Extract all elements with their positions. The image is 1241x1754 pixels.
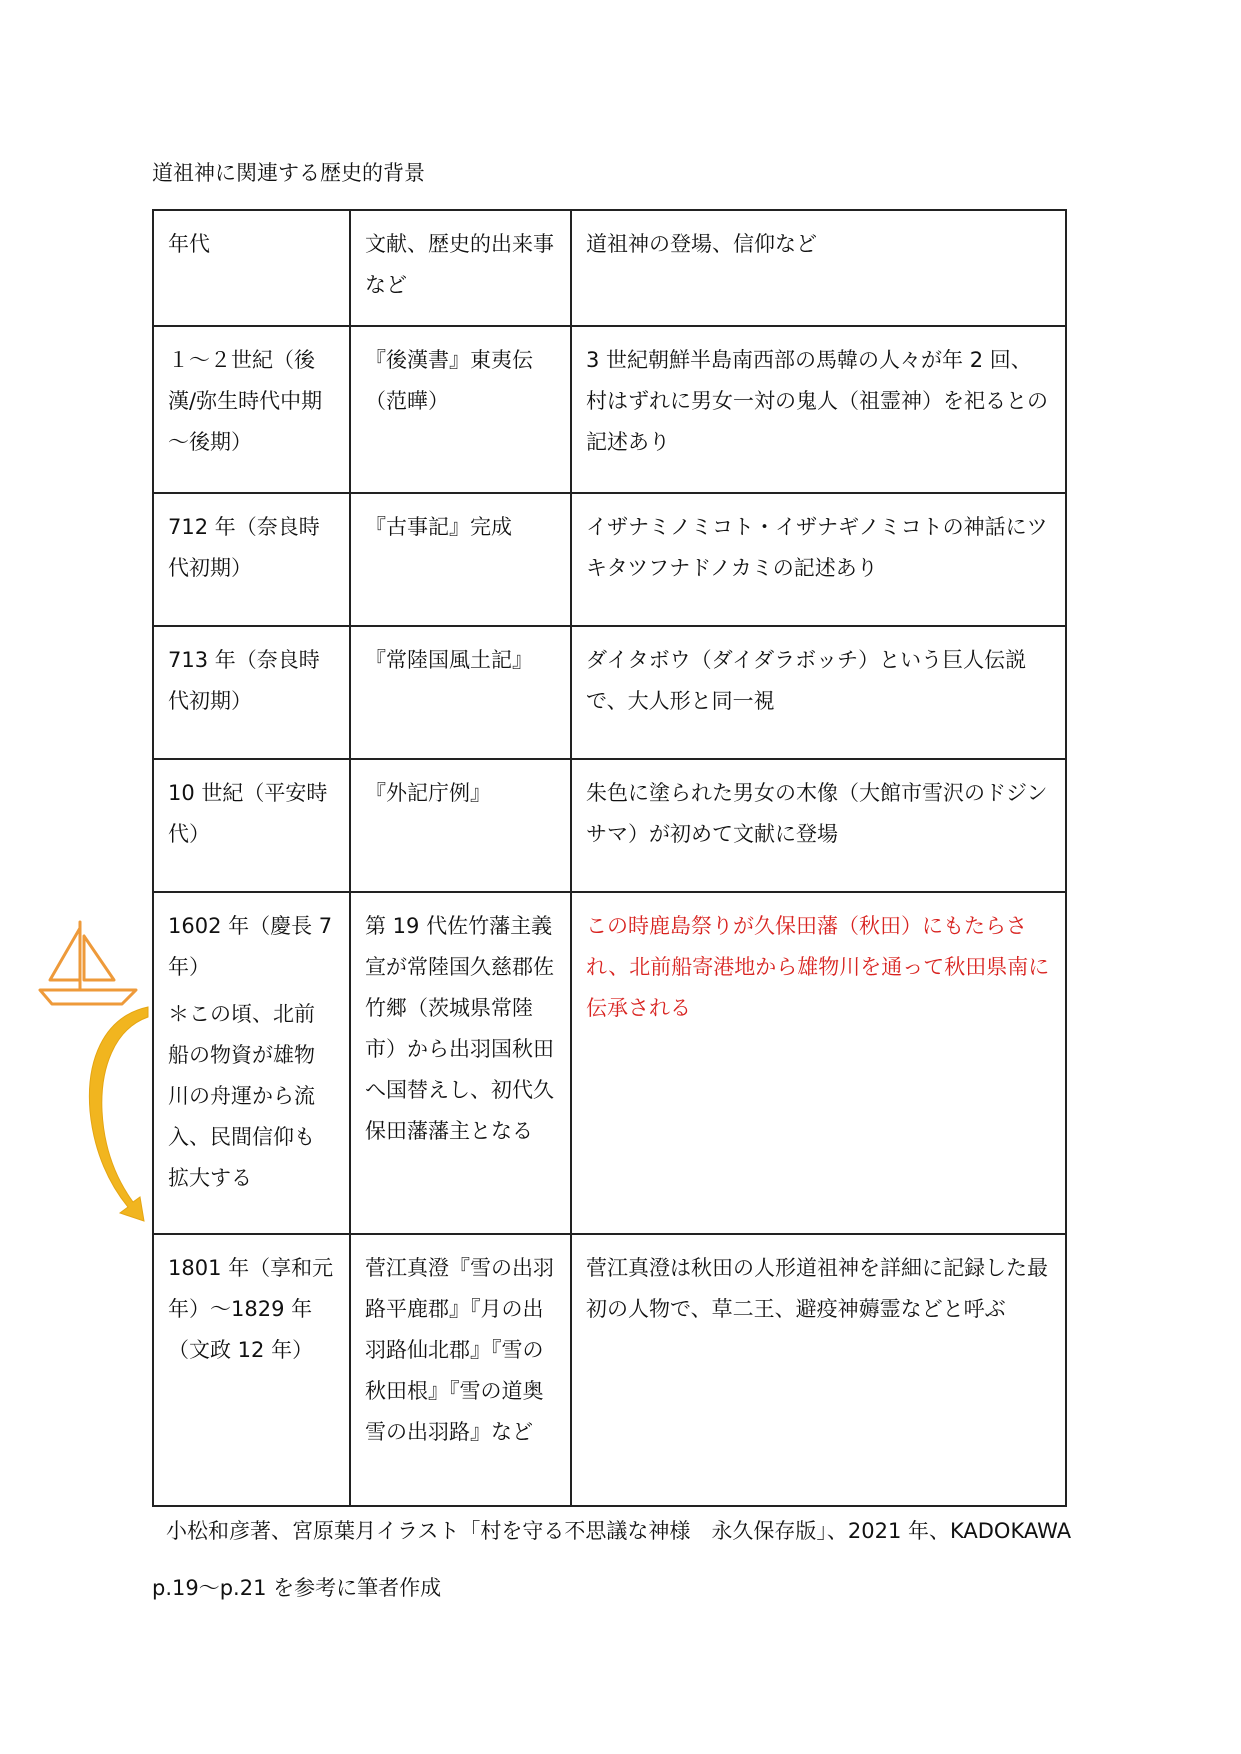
note-cell: イザナミノミコト・イザナギノミコトの神話にツキタツフナドノカミの記述あり — [571, 493, 1066, 626]
era-cell: 713 年（奈良時代初期） — [153, 626, 350, 759]
table-row — [153, 1234, 1066, 1506]
era-cell — [153, 892, 350, 1234]
note-cell: 朱色に塗られた男女の木像（大館市雪沢のドジンサマ）が初めて文献に登場 — [571, 759, 1066, 892]
header-source: 文献、歴史的出来事など — [350, 210, 571, 326]
table-row — [153, 326, 1066, 493]
note-cell: ダイタボウ（ダイダラボッチ）という巨人伝説で、大人形と同一視 — [571, 626, 1066, 759]
citation-line-2: p.19～p.21 を参考に筆者作成 — [152, 1576, 442, 1600]
table-row — [153, 493, 1066, 626]
header-era: 年代 — [153, 210, 350, 326]
source-cell: 『後漢書』東夷伝（范曄） — [350, 326, 571, 493]
citation-line-1: 小松和彦著、宮原葉月イラスト「村を守る不思議な神様 永久保存版」、2021 年、KADOKAWA — [166, 1519, 1072, 1543]
source-cell: 菅江真澄『雪の出羽路平鹿郡』『月の出羽路仙北郡』『雪の秋田根』『雪の道奥雪の出羽路』など — [350, 1234, 571, 1506]
era-main-text: 1602 年（慶長 7 年） — [168, 914, 333, 979]
curved-arrow-icon — [86, 1003, 152, 1223]
table-row — [153, 759, 1066, 892]
era-cell: １～２世紀（後漢/弥生時代中期～後期） — [153, 326, 350, 493]
history-table — [152, 209, 1067, 1507]
era-cell: 10 世紀（平安時代） — [153, 759, 350, 892]
note-cell: 菅江真澄は秋田の人形道祖神を詳細に記録した最初の人物で、草二王、避疫神薅霊などと呼ぶ — [571, 1234, 1066, 1506]
era-cell: 1801 年（享和元年）～1829 年（文政 12 年） — [153, 1234, 350, 1506]
table-row — [153, 892, 1066, 1234]
source-cell: 『常陸国風土記』 — [350, 626, 571, 759]
sailboat-icon — [36, 918, 140, 1010]
table-row — [153, 626, 1066, 759]
note-cell-highlighted: この時鹿島祭りが久保田藩（秋田）にもたらされ、北前船寄港地から雄物川を通って秋田県南に伝承される — [571, 892, 1066, 1234]
era-cell: 712 年（奈良時代初期） — [153, 493, 350, 626]
header-note: 道祖神の登場、信仰など — [571, 210, 1066, 326]
source-cell: 『外記庁例』 — [350, 759, 571, 892]
source-cell: 第 19 代佐竹藩主義宣が常陸国久慈郡佐竹郷（茨城県常陸市）から出羽国秋田へ国替えし、初代久保田藩藩主となる — [350, 892, 571, 1234]
page-title: 道祖神に関連する歴史的背景 — [152, 161, 425, 185]
source-cell: 『古事記』完成 — [350, 493, 571, 626]
table-header-row — [153, 210, 1066, 326]
era-sub-note: ＊この頃、北前船の物資が雄物川の舟運から流入、民間信仰も拡大する — [168, 1002, 315, 1190]
note-cell: 3 世紀朝鮮半島南西部の馬韓の人々が年 2 回、村はずれに男女一対の鬼人（祖霊神）を祀るとの記述あり — [571, 326, 1066, 493]
